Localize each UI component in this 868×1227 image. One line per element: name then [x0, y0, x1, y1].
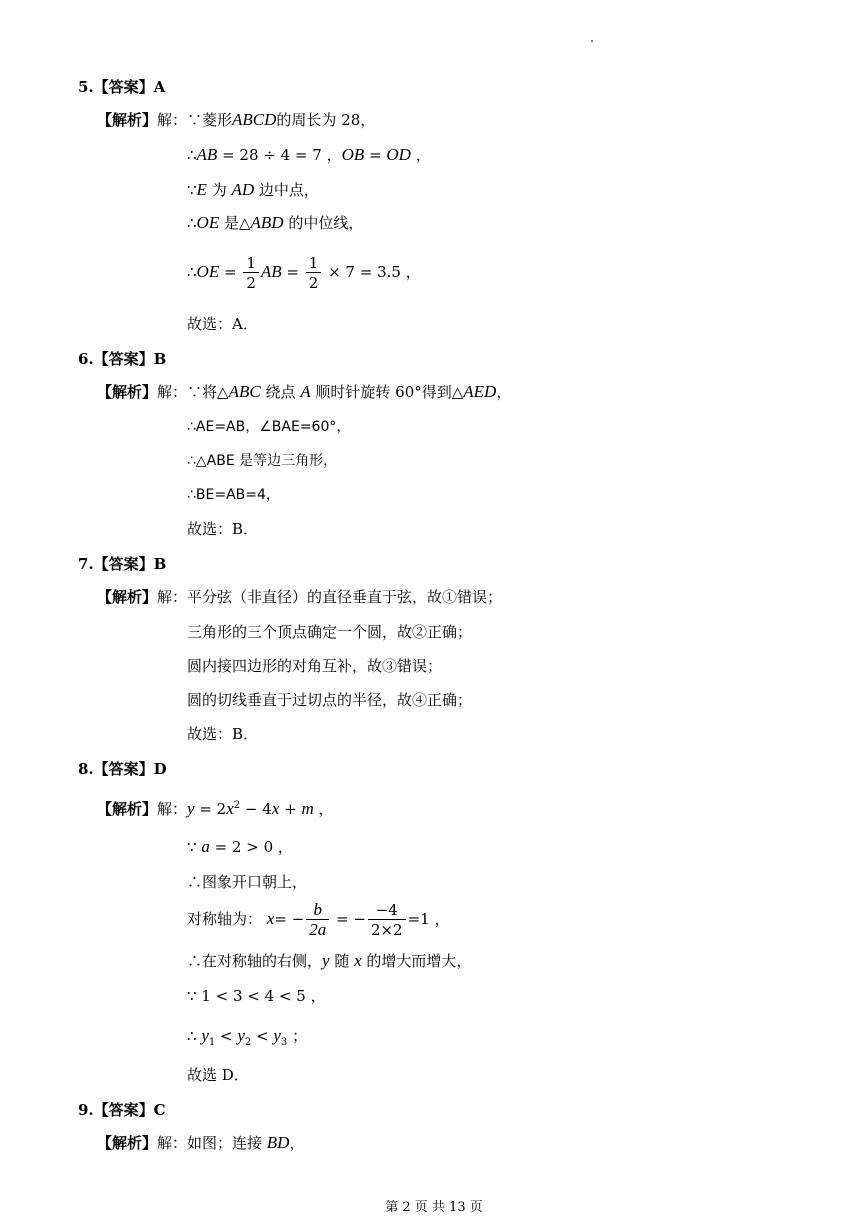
q5-var: ABCD — [232, 110, 277, 129]
q6-text: 绕点 — [260, 383, 301, 401]
q5-text: 为 — [206, 181, 232, 199]
q8-var: m — [301, 799, 314, 818]
q8-frac-den: 2a — [309, 919, 327, 939]
page-footer: 第 2 页 共 13 页 — [385, 1200, 483, 1215]
q8-text: + — [279, 800, 302, 818]
q8-text: ∵ — [187, 838, 202, 856]
q8-conclusion: 故选 D． — [187, 1066, 249, 1084]
q9-answer-heading: 9.【答案】C — [78, 1101, 166, 1119]
q9-text: ， — [289, 1134, 305, 1152]
q6-solution-line-2: ∴AE=AB，∠BAE=60°， — [187, 419, 351, 435]
q8-var: x — [226, 799, 234, 818]
q8-solution-line-5 — [187, 951, 471, 971]
q8-var: x — [354, 951, 362, 970]
q6-solution-line-1 — [97, 382, 511, 402]
q5-text: ， — [410, 146, 431, 164]
q6-var: A — [300, 382, 311, 401]
q5-text: × 7 = 3.5 ， — [323, 263, 421, 281]
q5-solution-line-3 — [187, 180, 319, 200]
q8-text: ， — [313, 800, 334, 818]
q5-text: 是△ — [219, 214, 251, 232]
q5-var: OE — [196, 262, 220, 281]
q6-text: 顺时针旋转 60°得到△ — [310, 383, 464, 401]
q8-var: y — [322, 951, 330, 970]
q8-text: ∴ — [187, 1027, 202, 1045]
q8-frac-num: −4 — [368, 901, 406, 920]
q5-text: 的周长为 28， — [276, 111, 376, 129]
q8-text: < — [215, 1027, 238, 1045]
q8-text: = 2 — [194, 800, 227, 818]
q5-conclusion: 故选：A． — [187, 315, 258, 333]
q6-var: AED — [463, 382, 497, 401]
q5-var: AD — [231, 180, 255, 199]
q8-text: 对称轴为： — [187, 910, 263, 928]
q5-solution-line-5 — [187, 252, 421, 293]
q5-text: ∴ — [187, 263, 197, 281]
q8-var: x — [266, 909, 275, 928]
q8-solution-line-1 — [97, 796, 334, 819]
q9-text: 解：如图；连接 — [157, 1134, 267, 1152]
q9-solution-line-1 — [97, 1133, 304, 1153]
q8-var: y — [201, 1026, 209, 1045]
q5-text: = — [364, 146, 387, 164]
q8-var: y — [273, 1026, 281, 1045]
q8-var: y — [187, 799, 195, 818]
q5-text: 解：∵菱形 — [157, 111, 233, 129]
q8-analysis-label: 【解析】 — [97, 800, 158, 818]
q8-solution-line-6: ∵ 1 < 3 < 4 < 5 ， — [187, 987, 326, 1005]
q6-var: ABC — [228, 382, 261, 401]
q7-solution-line-3: 圆内接四边形的对角互补，故③错误； — [187, 657, 443, 675]
q8-text: =1 ， — [407, 910, 450, 928]
q7-solution-line-4: 圆的切线垂直于过切点的半径，故④正确； — [187, 691, 473, 709]
q5-frac-den: 2 — [308, 273, 319, 292]
q7-text: 解：平分弦（非直径）的直径垂直于弦，故①错误； — [157, 588, 503, 606]
q8-var: x — [271, 799, 280, 818]
q8-frac-den: 2×2 — [370, 920, 403, 939]
q8-answer-heading: 8.【答案】D — [78, 760, 167, 778]
q5-answer-heading: 5.【答案】A — [78, 78, 166, 96]
q5-var: AB — [196, 145, 218, 164]
q8-fraction-b-over-2a — [306, 901, 329, 940]
q5-fraction-half-2 — [306, 254, 322, 293]
q8-solution-line-7 — [187, 1026, 307, 1053]
q5-frac-num: 1 — [306, 254, 322, 273]
q9-var: BD — [266, 1133, 290, 1152]
q8-text: 解： — [157, 800, 188, 818]
q5-solution-line-1 — [97, 110, 375, 130]
q8-frac-num: b — [306, 901, 329, 920]
q6-solution-line-4: ∴BE=AB=4， — [187, 487, 280, 503]
q5-text: 边中点， — [254, 181, 319, 199]
q8-text: 的增大而增大， — [361, 952, 472, 970]
q5-var: OB — [341, 145, 365, 164]
q7-solution-line-1 — [97, 587, 502, 607]
q5-frac-den: 2 — [246, 273, 256, 292]
q5-text: 的中位线， — [283, 214, 364, 232]
q5-analysis-label: 【解析】 — [97, 111, 158, 129]
q5-text: ∴ — [187, 214, 197, 232]
q5-frac-num: 1 — [243, 254, 259, 273]
q5-var: ABD — [250, 213, 284, 232]
q5-text: = 28 ÷ 4 = 7 ， — [217, 146, 342, 164]
q8-solution-line-4 — [187, 899, 449, 940]
q8-subscript: 2 — [244, 1037, 252, 1048]
q5-var: AB — [260, 262, 282, 281]
q8-text: < — [251, 1027, 274, 1045]
q5-var: OE — [196, 213, 220, 232]
q5-text: = — [219, 263, 242, 281]
q8-var: y — [237, 1026, 245, 1045]
q5-solution-line-2 — [187, 145, 431, 165]
q7-answer-heading: 7.【答案】B — [78, 555, 167, 573]
q5-solution-line-4 — [187, 213, 363, 233]
q5-text: ∵ — [187, 181, 197, 199]
q6-text: ， — [496, 383, 512, 401]
q5-text: ∴ — [187, 146, 197, 164]
q6-conclusion: 故选：B． — [187, 520, 259, 538]
q8-text: − 4 — [240, 800, 272, 818]
q8-solution-line-3: ∴图象开口朝上， — [187, 873, 308, 891]
q8-solution-line-2 — [187, 837, 293, 857]
q8-exponent: 2 — [233, 800, 241, 811]
q8-fraction-numeric — [368, 901, 406, 940]
q6-solution-line-3: ∴△ABE 是等边三角形， — [187, 453, 338, 469]
q5-var: OD — [386, 145, 411, 164]
q7-conclusion: 故选：B． — [187, 725, 259, 743]
q8-text: ； — [287, 1027, 308, 1045]
q5-text: = — [281, 263, 304, 281]
q8-text: ∴在对称轴的右侧， — [187, 952, 323, 970]
q5-fraction-half — [243, 254, 259, 293]
q8-subscript: 1 — [208, 1037, 216, 1048]
q8-subscript: 3 — [280, 1037, 288, 1048]
q6-analysis-label: 【解析】 — [97, 383, 158, 401]
q9-analysis-label: 【解析】 — [97, 1134, 158, 1152]
q7-analysis-label: 【解析】 — [97, 588, 158, 606]
q8-text: 随 — [329, 952, 355, 970]
q8-text: = − — [331, 910, 366, 928]
q6-answer-heading: 6.【答案】B — [78, 350, 167, 368]
q8-text: = 2 > 0 ， — [209, 838, 293, 856]
page-dot — [591, 40, 593, 42]
q7-solution-line-2: 三角形的三个顶点确定一个圆，故②正确； — [187, 623, 473, 641]
q8-text: = − — [274, 910, 305, 928]
q5-var: E — [196, 180, 207, 199]
q6-text: 解：∵将△ — [157, 383, 229, 401]
q8-var: a — [201, 837, 210, 856]
